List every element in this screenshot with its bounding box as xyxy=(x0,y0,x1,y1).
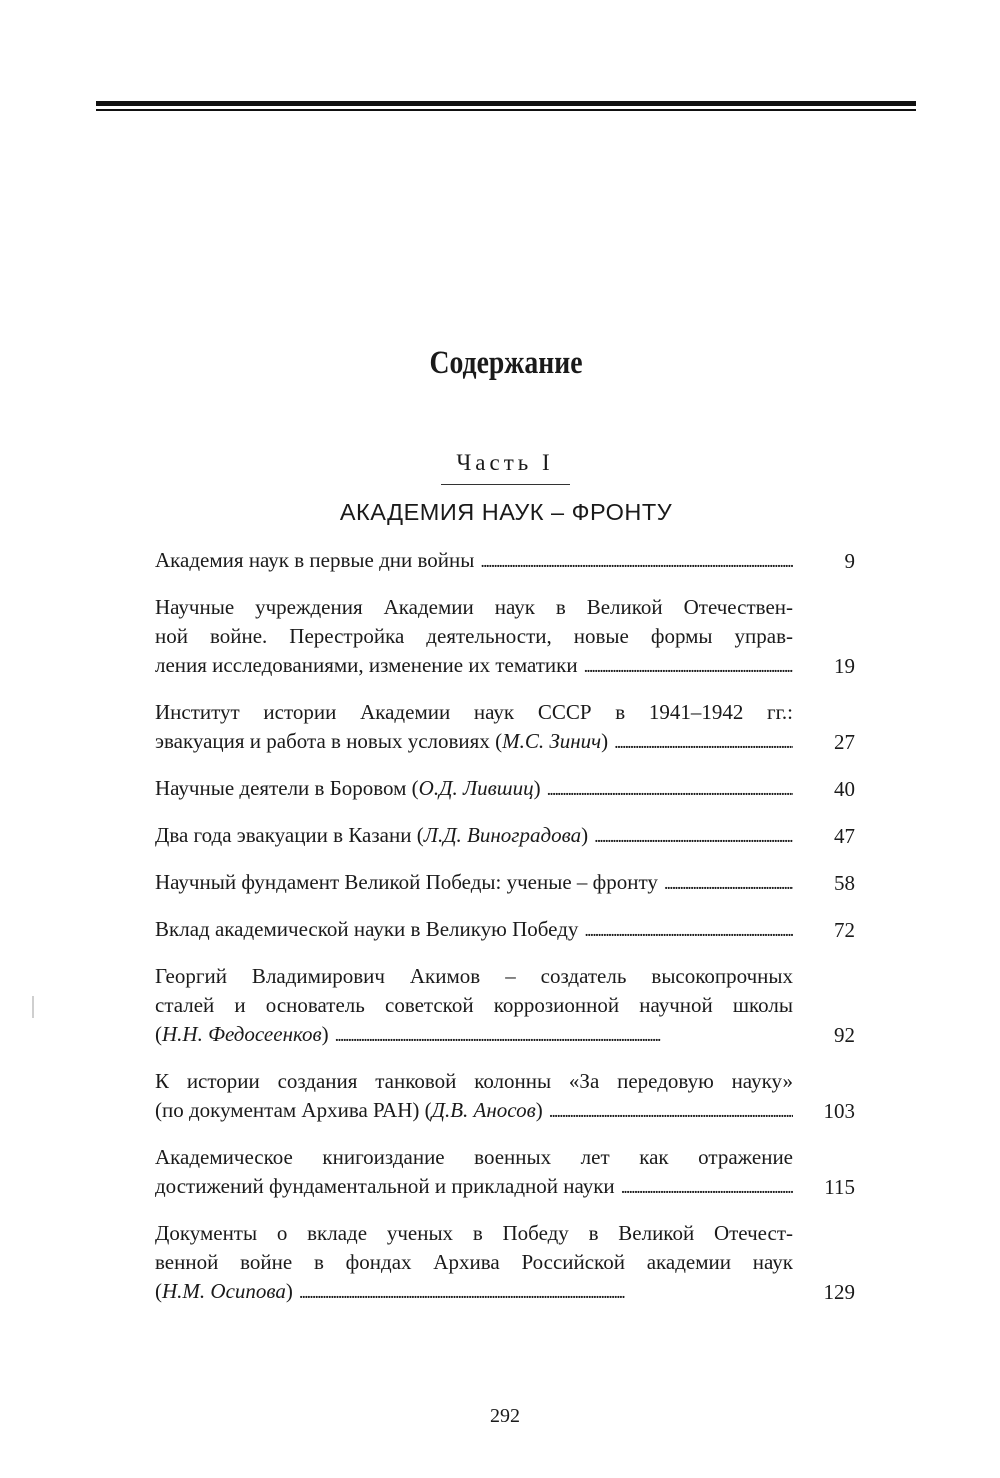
toc-entry-text: ( xyxy=(155,1279,162,1303)
toc-entry-page: 115 xyxy=(824,1175,855,1199)
toc-entry[interactable] xyxy=(155,1143,855,1202)
toc-entry-last-line xyxy=(155,774,793,804)
toc-entry-line: Институт истории Академии наук СССР в 1941–1942 гг.: xyxy=(155,700,793,724)
toc-entry-paren: ) xyxy=(601,729,609,753)
table-of-contents xyxy=(155,546,855,1324)
toc-entry[interactable] xyxy=(155,915,855,945)
toc-entry-title xyxy=(155,962,793,1050)
toc-entry[interactable] xyxy=(155,868,855,898)
toc-leader-dots xyxy=(594,822,793,851)
toc-entry-author: М.С. Зинич xyxy=(502,729,602,753)
toc-entry-title xyxy=(155,1143,793,1202)
toc-entry-last-line xyxy=(155,821,793,851)
toc-entry-title xyxy=(155,915,793,945)
toc-entry-text: эвакуация и работа в новых условиях ( xyxy=(155,729,503,753)
toc-entry-line: Академическое книгоиздание военных лет как отражение xyxy=(155,1145,793,1169)
toc-entry-paren: ) xyxy=(535,1098,543,1122)
toc-entry-text: достижений фундаментальной и прикладной науки xyxy=(155,1174,615,1198)
toc-entry-last-line xyxy=(155,1096,793,1126)
toc-entry-title xyxy=(155,774,793,804)
toc-entry-paren: ) xyxy=(285,1279,293,1303)
toc-leader-dots xyxy=(547,775,793,804)
toc-entry-paren: ) xyxy=(533,776,541,800)
toc-leader-dots xyxy=(549,1097,793,1126)
toc-entry-last-line xyxy=(155,1172,793,1202)
toc-entry-line: Георгий Владимирович Акимов – создатель высокопрочных xyxy=(155,964,793,988)
scan-margin-mark xyxy=(32,996,34,1018)
toc-entry-line: Документы о вкладе ученых в Победу в Великой Отечест- xyxy=(155,1221,793,1245)
toc-entry-paren: ) xyxy=(581,823,589,847)
toc-entry[interactable] xyxy=(155,774,855,804)
toc-entry-title xyxy=(155,868,793,898)
toc-entry-page: 92 xyxy=(834,1023,855,1047)
toc-entry-last-line xyxy=(155,1277,793,1307)
toc-entry-text: Научный фундамент Великой Победы: ученые – фронту xyxy=(155,870,658,894)
toc-entry-line: Научные учреждения Академии наук в Великой Отечествен- xyxy=(155,595,793,619)
toc-entry-author: Н.Н. Федосеенков xyxy=(162,1022,322,1046)
toc-entry-page: 72 xyxy=(834,918,855,942)
toc-leader-dots xyxy=(480,547,793,576)
toc-entry-author: Н.М. Осипова xyxy=(162,1279,286,1303)
toc-entry[interactable] xyxy=(155,1067,855,1126)
toc-entry-page: 27 xyxy=(834,730,855,754)
toc-entry-text: Два года эвакуации в Казани ( xyxy=(155,823,424,847)
toc-entry-title xyxy=(155,698,793,757)
toc-entry-page: 47 xyxy=(834,824,855,848)
toc-entry-line: сталей и основатель советской коррозионной научной школы xyxy=(155,993,793,1017)
toc-entry-page: 58 xyxy=(834,871,855,895)
toc-entry-author: О.Д. Лившиц xyxy=(418,776,534,800)
toc-entry-paren: ) xyxy=(321,1022,329,1046)
toc-entry-last-line xyxy=(155,915,793,945)
toc-entry-line: ной войне. Перестройка деятельности, новые формы управ- xyxy=(155,624,793,648)
part-underline xyxy=(441,484,570,485)
toc-entry-title xyxy=(155,593,793,681)
page-title: Содержание xyxy=(429,345,583,381)
toc-entry-text: Академия наук в первые дни войны xyxy=(155,548,475,572)
section-title: АКАДЕМИЯ НАУК – ФРОНТУ xyxy=(339,499,673,525)
toc-entry[interactable] xyxy=(155,962,855,1050)
page-number: 292 xyxy=(490,1405,520,1427)
toc-entry-last-line xyxy=(155,546,793,576)
toc-entry-text: ления исследованиями, изменение их тематики xyxy=(155,653,578,677)
toc-entry-page: 9 xyxy=(844,549,855,573)
toc-entry-text: ( xyxy=(155,1022,162,1046)
toc-entry-page: 103 xyxy=(823,1099,855,1123)
toc-entry[interactable] xyxy=(155,698,855,757)
toc-entry-page: 40 xyxy=(834,777,855,801)
toc-entry[interactable] xyxy=(155,1219,855,1307)
toc-leader-dots xyxy=(335,1021,793,1050)
toc-leader-dots xyxy=(664,869,793,898)
toc-entry[interactable] xyxy=(155,593,855,681)
toc-entry-text: Вклад академической науки в Великую Победу xyxy=(155,917,579,941)
toc-entry-author: Д.В. Аносов xyxy=(431,1098,536,1122)
toc-leader-dots xyxy=(614,728,793,757)
toc-leader-dots xyxy=(299,1278,793,1307)
toc-entry-title xyxy=(155,1219,793,1307)
toc-entry-last-line xyxy=(155,1020,793,1050)
toc-entry-last-line xyxy=(155,868,793,898)
toc-entry-text: (по документам Архива РАН) ( xyxy=(155,1098,432,1122)
toc-entry-text: Научные деятели в Боровом ( xyxy=(155,776,419,800)
toc-entry-author: Л.Д. Виноградова xyxy=(423,823,582,847)
toc-entry-title xyxy=(155,1067,793,1126)
toc-leader-dots xyxy=(584,916,793,945)
toc-entry-last-line xyxy=(155,727,793,757)
toc-entry-page: 19 xyxy=(834,654,855,678)
header-rule-thick xyxy=(96,101,916,106)
toc-entry-page: 129 xyxy=(823,1280,855,1304)
toc-leader-dots xyxy=(584,652,793,681)
toc-entry[interactable] xyxy=(155,821,855,851)
toc-entry-last-line xyxy=(155,651,793,681)
toc-entry[interactable] xyxy=(155,546,855,576)
toc-entry-line: венной войне в фондах Архива Российской академии наук xyxy=(155,1250,793,1274)
part-label: Часть I xyxy=(456,450,554,475)
toc-entry-title xyxy=(155,546,793,576)
toc-entry-title xyxy=(155,821,793,851)
header-rule-thin xyxy=(96,109,916,111)
toc-entry-line: К истории создания танковой колонны «За передовую науку» xyxy=(155,1069,793,1093)
toc-leader-dots xyxy=(621,1173,793,1202)
